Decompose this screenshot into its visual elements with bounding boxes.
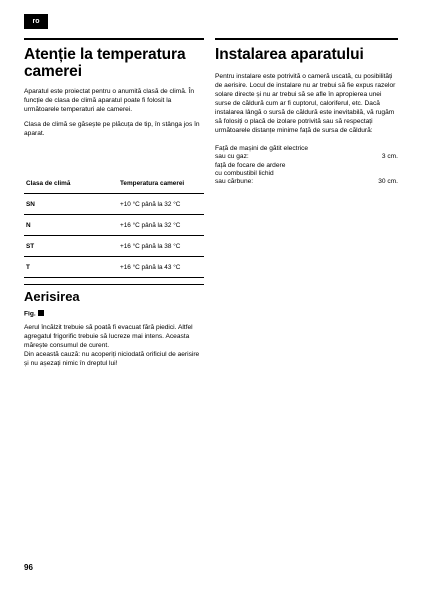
distance-label: Față de mașini de gătit electrice	[215, 145, 309, 152]
climate-class-cell: SN	[26, 200, 35, 208]
temperature-cell: +16 °C până la 43 °C	[120, 263, 181, 271]
page-number: 96	[24, 563, 33, 572]
figure-reference	[24, 310, 204, 318]
climate-class-cell: T	[26, 263, 30, 271]
ventilation-section	[24, 284, 204, 368]
installation-title: Instalarea aparatului	[215, 46, 364, 63]
distance-label: cu combustibil lichid	[215, 169, 274, 177]
list-item	[215, 145, 398, 153]
list-item	[215, 153, 398, 161]
language-tab: ro	[24, 14, 48, 29]
distance-label: sau cărbune:	[215, 178, 254, 186]
section-rule	[24, 38, 204, 40]
section-rule	[215, 38, 398, 40]
ventilation-paragraph-2: Din această cauză: nu acoperiți niciodată orificiul de aerisire și nu așezați nimic în dreptul lui!	[24, 350, 200, 367]
distance-label: față de focare de ardere	[215, 161, 286, 169]
list-item	[215, 178, 398, 186]
temperature-cell: +16 °C până la 38 °C	[120, 242, 181, 250]
room-temperature-section	[24, 38, 204, 138]
climate-class-table	[24, 174, 204, 278]
table-row	[24, 236, 204, 257]
temperature-cell: +16 °C până la 32 °C	[120, 221, 181, 229]
figure-label: Fig.	[24, 310, 36, 318]
room-temperature-paragraph-2: Clasa de climă se găsește pe plăcuța de tip, în stânga jos în aparat.	[24, 121, 200, 137]
installation-section	[215, 38, 398, 186]
distance-list	[215, 145, 398, 186]
climate-class-cell: N	[26, 221, 31, 229]
climate-class-cell: ST	[26, 242, 35, 250]
list-item	[215, 162, 398, 170]
ventilation-title: Aerisirea	[24, 289, 80, 304]
section-rule	[24, 284, 204, 285]
room-temperature-paragraph-1: Aparatul este proiectat pentru o anumită clasă de climă. În funcție de clasa de climă aparatul poate fi folosit la următoarele temperaturi ale camerei.	[24, 88, 195, 113]
header-climate-class: Clasa de climă	[26, 180, 71, 187]
list-item	[215, 170, 398, 178]
distance-value: 3 cm.	[381, 153, 398, 161]
distance-value: 30 cm.	[378, 178, 398, 186]
table-row	[24, 257, 204, 278]
table-row	[24, 194, 204, 215]
header-room-temperature: Temperatura camerei	[120, 180, 185, 187]
installation-paragraph: Pentru instalare este potrivită o cameră uscată, cu posibilități de aerisire. Locul de instalare nu ar trebui să fie expus razelor solare directe și nu ar trebui să se afle în apropierea unei surse de căldură cum ar fi cuptorul, caloriferul, etc. Dacă instalarea lângă o sursă de căldură este inevitabilă, vă rugăm să folosiți o placă de izolare potrivită sau să respectați următoarele distanțe minime față de sursa de căldură:	[215, 73, 396, 134]
temperature-cell: +10 °C până la 32 °C	[120, 200, 181, 208]
room-temperature-title: Atenție la temperatura camerei	[24, 46, 186, 80]
distance-label: sau cu gaz:	[215, 153, 249, 161]
table-row	[24, 215, 204, 236]
table-header-row	[24, 174, 204, 194]
figure-square-icon	[38, 310, 44, 316]
ventilation-paragraph-1: Aerul încălzit trebuie să poată fi evacuat fără piedici. Altfel agregatul frigorific trebuie să lucreze mai intens. Aceasta mărește consumul de curent.	[24, 323, 193, 349]
